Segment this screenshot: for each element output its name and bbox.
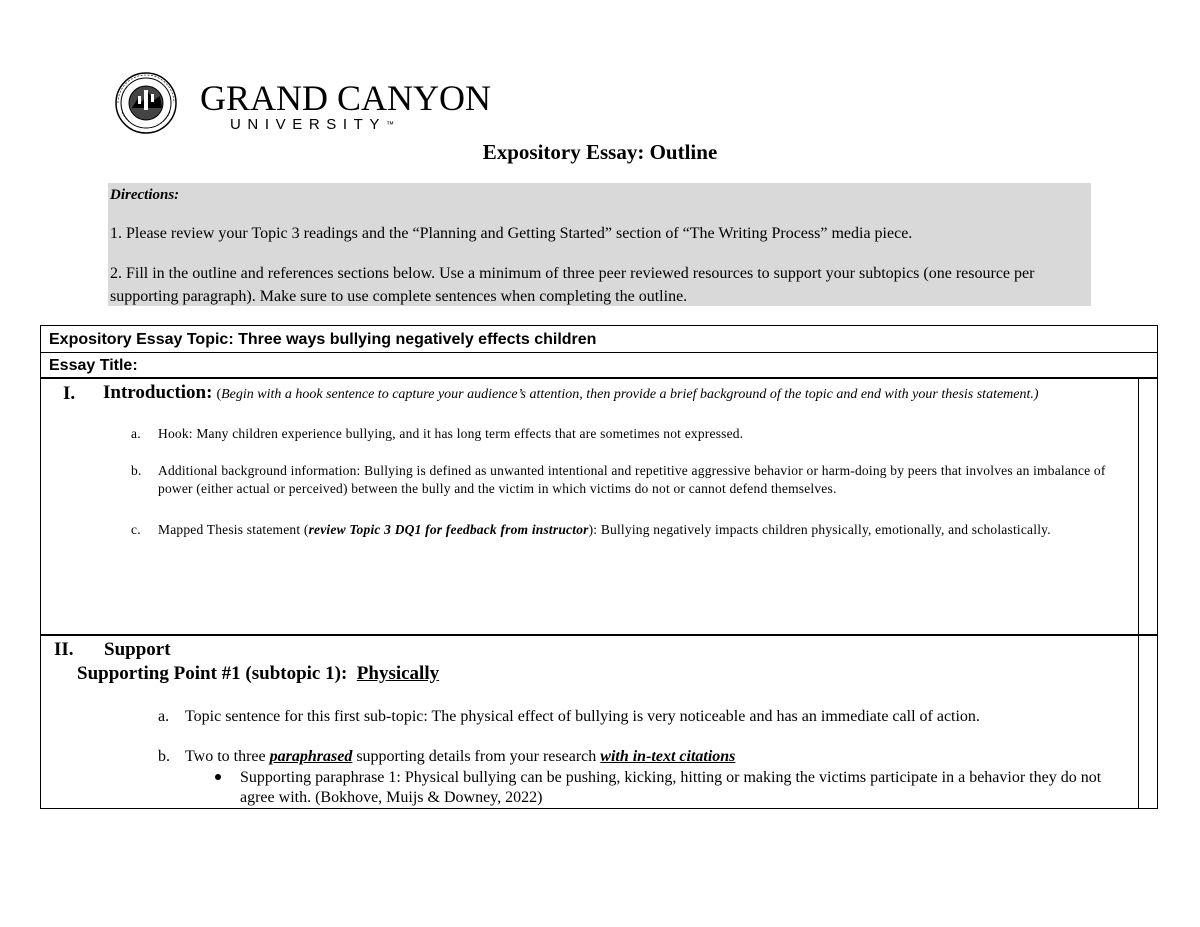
support-topic-sentence: Topic sentence for this first sub-topic: The physical effect of bullying is very noticeable and has an immediate call of action. [185,708,980,725]
intro-a-label: a. [131,426,141,441]
support-heading: Support [104,639,171,660]
logo-wordmark-line1: GRAND CANYON [200,78,492,118]
directions-box [108,183,1091,306]
intro-numeral: I. [63,383,76,404]
intro-note: Begin with a hook sentence to capture your audience’s attention, then provide a brief background of the topic and end with your thesis statement.) [221,387,1039,402]
directions-item-1: 1. Please review your Topic 3 readings and the “Planning and Getting Started” section of “The Writing Process” media piece. [110,225,913,242]
intro-thesis-text: Mapped Thesis statement (review Topic 3 DQ1 for feedback from instructor): Bullying negatively impacts children physically, emotionally, and scholastically. [158,522,1051,537]
supporting-paraphrase-1: Supporting paraphrase 1: Physical bullying can be pushing, kicking, hitting or making the victims participate in a behavior they do not agree with. (Bokhove, Muijs & Downey, 2022) [240,769,1102,806]
essay-title-label: Essay Title: [49,356,138,374]
directions-item-2: 2. Fill in the outline and references sections below. Use a minimum of three peer reviewed resources to support your subtopics (one resource per supporting paragraph). Make sure to use complete sentences when completing the outline. [110,265,1035,305]
intro-background-text: Additional background information: Bullying is defined as unwanted intentional and repetitive aggressive behavior or harm-doing by peers that involves an imbalance of power (either actual or perceived) between the bully and the victim in which victims do not or cannot defend themselves. [158,463,1106,496]
support-numeral: II. [54,639,74,660]
subtopic-1-value: Physically [356,663,440,684]
intro-heading-block [103,383,1113,405]
university-seal-icon [108,72,186,134]
bullet-icon [215,774,221,780]
support-b-label: b. [158,748,170,765]
support-a-label: a. [158,708,170,725]
supporting-point-1: Supporting Point #1 (subtopic 1): Physically [77,663,440,684]
logo-wordmark-line2: UNIVERSITY™ [230,116,395,133]
introduction-section [40,377,1158,636]
intro-heading: Introduction: [103,382,213,403]
support-details-instruction: Two to three paraphrased supporting details from your research with in-text citations [185,748,736,765]
intro-hook-text: Hook: Many children experience bullying, and it has long term effects that are sometimes not expressed. [158,426,744,441]
support-section [40,634,1158,809]
intro-c-label: c. [131,522,141,537]
essay-title-row [40,352,1158,379]
intro-note-open: ( [216,387,222,402]
topic-text: Expository Essay Topic: Three ways bullying negatively effects children [49,331,597,348]
column-divider [1138,378,1140,635]
intro-b-label: b. [131,463,142,478]
university-logo [108,72,492,134]
directions-heading: Directions: [110,187,180,203]
page-title: Expository Essay: Outline [482,140,718,164]
topic-row [40,325,1158,353]
